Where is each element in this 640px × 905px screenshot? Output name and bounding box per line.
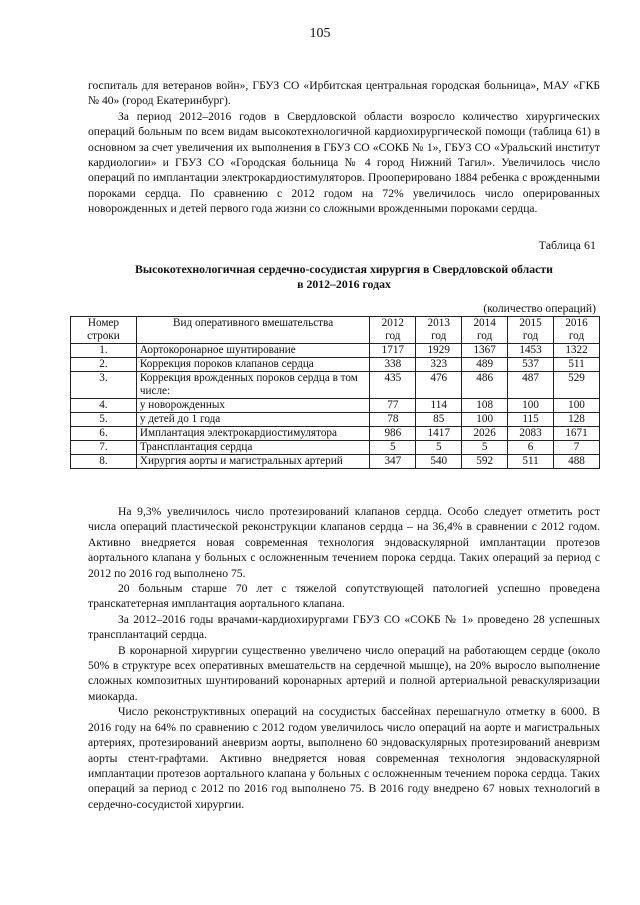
table-title-line: Высокотехнологичная сердечно-сосудистая хирургия в Свердловской области	[135, 262, 553, 276]
value-cell: 486	[462, 372, 508, 399]
value-cell: 85	[416, 413, 462, 427]
value-cell: 529	[554, 372, 600, 399]
value-cell: 1322	[554, 344, 600, 358]
value-cell: 540	[416, 455, 462, 469]
paragraph: На 9,3% увеличилось число протезирований клапанов сердца. Особо следует отметить рост числа операций пластической реконструкции клапанов сердца – на 36,4% в сравнении с 2012 годом. Активно внедряется новая современная технология эндоваскулярной имплантации протезов аортального клапана у больных с осложненным течением порока сердца. Таких операций за период с 2012 по 2016 год выполнено 75.	[88, 505, 600, 580]
paragraph: За 2012–2016 годы врачами-кардиохирургами ГБУЗ СО «СОКБ № 1» проведено 28 успешных трансплантаций сердца.	[88, 612, 600, 642]
table-row	[71, 455, 600, 469]
body-text	[88, 504, 600, 812]
value-cell: 1417	[416, 427, 462, 441]
page-number: 105	[309, 26, 331, 41]
row-number-cell: 8.	[71, 455, 137, 469]
paragraph: госпиталь для ветеранов войн», ГБУЗ СО «Ирбитская центральная городская больница», МАУ «ГКБ № 40» (город Екатеринбург).	[88, 79, 600, 108]
header-year: 2015 год	[508, 317, 554, 344]
value-cell: 77	[370, 399, 416, 413]
header-year: 2014 год	[462, 317, 508, 344]
value-cell: 323	[416, 358, 462, 372]
table-title-line: в 2012–2016 годах	[297, 277, 391, 291]
value-cell: 511	[508, 455, 554, 469]
paragraph: В коронарной хирургии существенно увеличено число операций на работающем сердце (около 50% в структуре всех оперативных вмешательств на сердечной мышце), на 20% выросло выполнение сложных композитных шунтирований коронарных артерий и полной артериальной реваскуляризации миокарда.	[88, 643, 600, 703]
header-year: 2013 год	[416, 317, 462, 344]
value-cell: 347	[370, 455, 416, 469]
row-number-cell: 5.	[71, 413, 137, 427]
value-cell: 100	[554, 399, 600, 413]
header-row-number: Номер строки	[71, 317, 137, 344]
value-cell: 5	[416, 441, 462, 455]
value-cell: 5	[462, 441, 508, 455]
table-row	[71, 372, 600, 399]
table-row	[71, 413, 600, 427]
value-cell: 592	[462, 455, 508, 469]
value-cell: 487	[508, 372, 554, 399]
table-row	[71, 358, 600, 372]
value-cell: 489	[462, 358, 508, 372]
header-year: 2012 год	[370, 317, 416, 344]
table-row	[71, 441, 600, 455]
operation-name-cell: у новорожденных	[136, 399, 370, 413]
value-cell: 1929	[416, 344, 462, 358]
operation-name-cell: у детей до 1 года	[136, 413, 370, 427]
table-unit: (количество операций)	[483, 302, 596, 315]
table-label: Таблица 61	[538, 238, 596, 252]
operation-name-cell: Коррекция пороков клапанов сердца	[136, 358, 370, 372]
value-cell: 6	[508, 441, 554, 455]
value-cell: 1367	[462, 344, 508, 358]
operations-table	[70, 316, 600, 469]
value-cell: 986	[370, 427, 416, 441]
value-cell: 435	[370, 372, 416, 399]
value-cell: 476	[416, 372, 462, 399]
operation-name-cell: Трансплантация сердца	[136, 441, 370, 455]
header-kind: Вид оперативного вмешательства	[136, 317, 370, 344]
value-cell: 100	[462, 413, 508, 427]
value-cell: 537	[508, 358, 554, 372]
row-number-cell: 6.	[71, 427, 137, 441]
value-cell: 108	[462, 399, 508, 413]
operation-name-cell: Коррекция врожденных пороков сердца в том числе:	[136, 372, 370, 399]
row-number-cell: 7.	[71, 441, 137, 455]
value-cell: 1717	[370, 344, 416, 358]
value-cell: 2026	[462, 427, 508, 441]
paragraph: Число реконструктивных операций на сосудистых бассейнах перешагнуло отметку в 6000. В 2016 году на 64% по сравнению с 2012 годом увеличилось число операций на аорте и магистральных артериях, протезирований аневризм аорты, выполнено 60 эндоваскулярных протезирований аневризм аорты стент-графтами. Активно внедряется новая современная технология эндоваскулярной имплантации протезов аортального клапана у больных с осложненным течением порока сердца. Таких операций за период с 2012 по 2016 год выполнено 75. В 2016 году внедрено 67 новых технологий в сердечно-сосудистой хирургии.	[88, 705, 600, 811]
intro-text	[88, 78, 600, 217]
value-cell: 5	[370, 441, 416, 455]
table-title	[88, 262, 600, 292]
row-number-cell: 4.	[71, 399, 137, 413]
value-cell: 78	[370, 413, 416, 427]
value-cell: 115	[508, 413, 554, 427]
value-cell: 511	[554, 358, 600, 372]
value-cell: 338	[370, 358, 416, 372]
row-number-cell: 1.	[71, 344, 137, 358]
table-row	[71, 344, 600, 358]
header-year: 2016 год	[554, 317, 600, 344]
table-row	[71, 399, 600, 413]
row-number-cell: 3.	[71, 372, 137, 399]
value-cell: 100	[508, 399, 554, 413]
table-header-row	[71, 317, 600, 344]
value-cell: 128	[554, 413, 600, 427]
paragraph: За период 2012–2016 годов в Свердловской области возросло количество хирургических операций больным по всем видам высокотехнологичной кардиохирургической помощи (таблица 61) в основном за счет увеличения их выполнения в ГБУЗ СО «СОКБ № 1», ГБУЗ СО «Уральский институт кардиологии» и ГБУЗ СО «Городская больница № 4 город Нижний Тагил». Увеличилось число операций по имплантации электрокардиостимуляторов. Прооперировано 1884 ребенка с врожденными пороками сердца. По сравнению с 2012 годом на 72% увеличилось число оперированных новорожденных и детей первого года жизни со сложными врожденными пороками сердца.	[88, 109, 600, 216]
paragraph: 20 больным старше 70 лет с тяжелой сопутствующей патологией успешно проведена транскатетерная имплантация аортального клапана.	[88, 582, 600, 611]
value-cell: 1453	[508, 344, 554, 358]
value-cell: 488	[554, 455, 600, 469]
value-cell: 1671	[554, 427, 600, 441]
operation-name-cell: Имплантация электрокардиостимулятора	[136, 427, 370, 441]
table-row	[71, 427, 600, 441]
value-cell: 2083	[508, 427, 554, 441]
value-cell: 114	[416, 399, 462, 413]
value-cell: 7	[554, 441, 600, 455]
operation-name-cell: Хирургия аорты и магистральных артерий	[136, 455, 370, 469]
row-number-cell: 2.	[71, 358, 137, 372]
operation-name-cell: Аортокоронарное шунтирование	[136, 344, 370, 358]
